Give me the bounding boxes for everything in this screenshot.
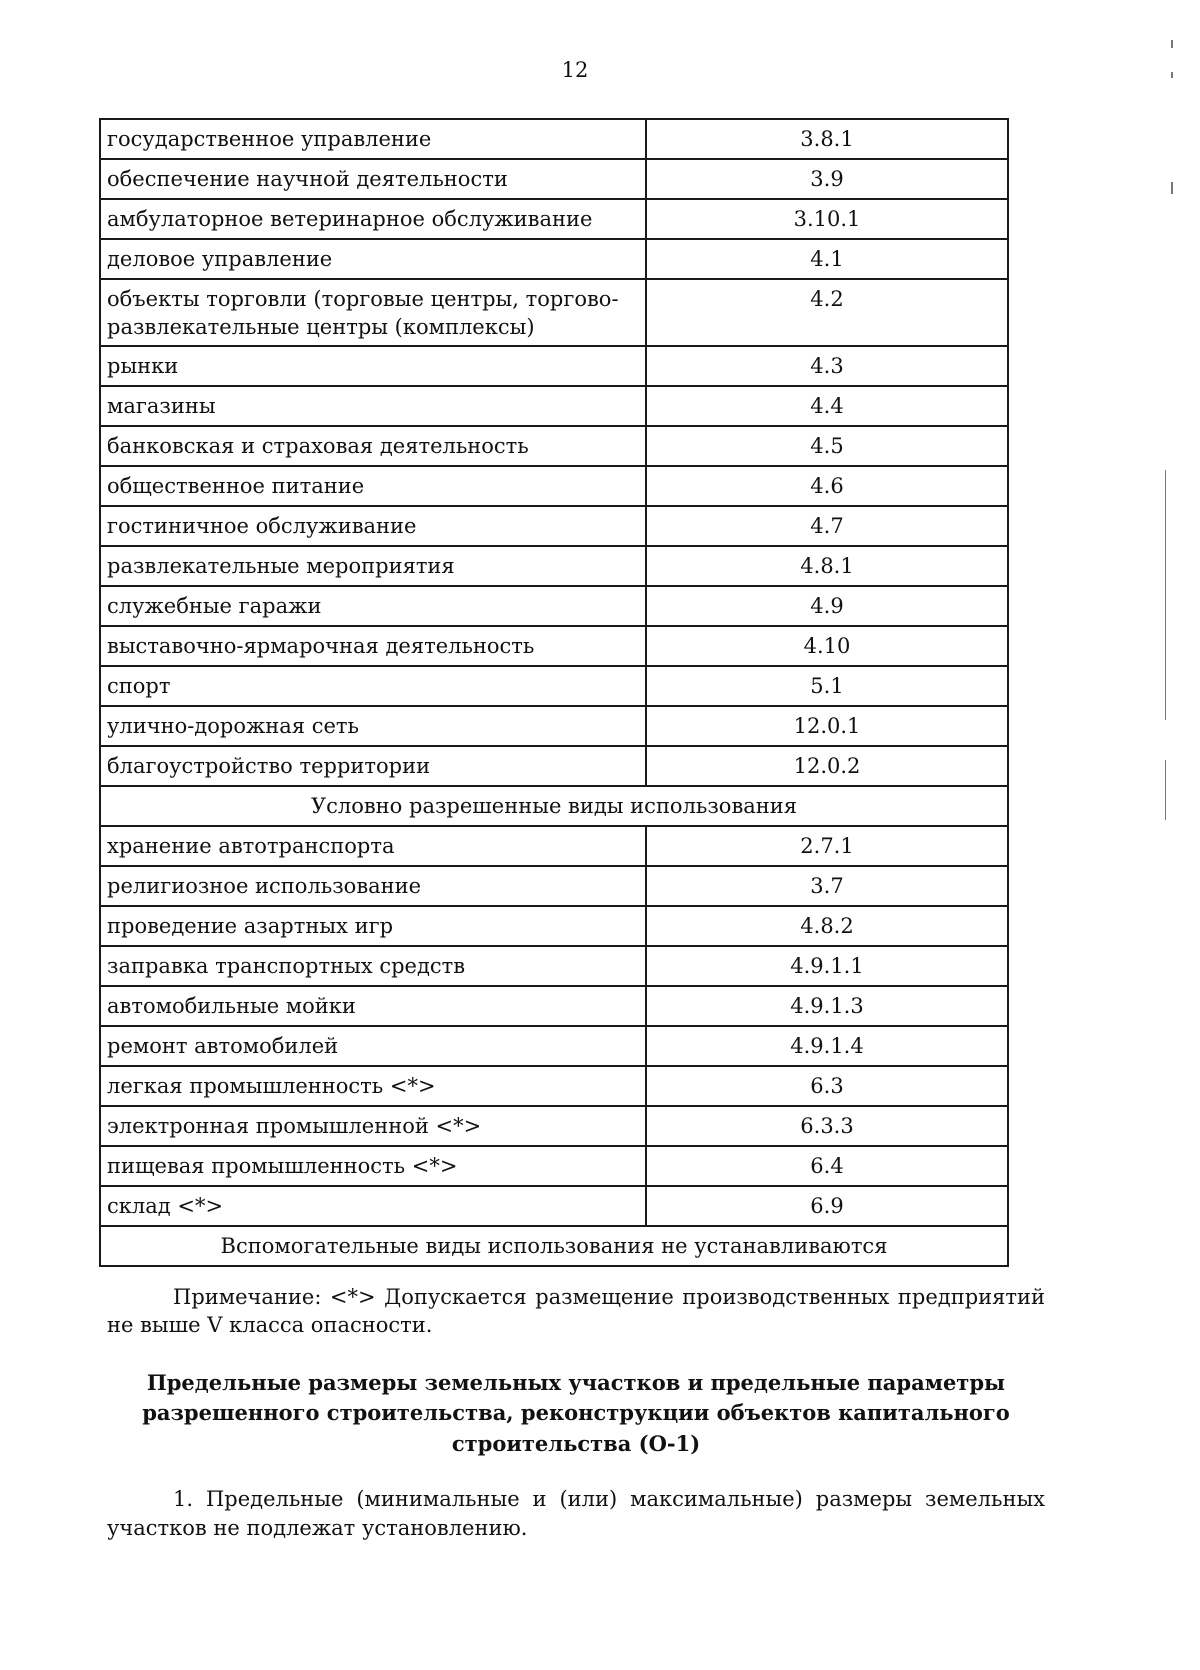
use-name-cell: общественное питание — [100, 466, 646, 506]
use-code-cell: 3.10.1 — [646, 199, 1008, 239]
table-row — [100, 906, 1008, 946]
use-code-cell: 4.9 — [646, 586, 1008, 626]
use-code-cell: 4.8.2 — [646, 906, 1008, 946]
table-row — [100, 1066, 1008, 1106]
use-name-cell: легкая промышленность <*> — [100, 1066, 646, 1106]
paragraph-1: 1. Предельные (минимальные и (или) максимальные) размеры земельных участков не подлежат установлению. — [107, 1487, 1045, 1540]
table-row — [100, 626, 1008, 666]
use-name-cell: проведение азартных игр — [100, 906, 646, 946]
use-code-cell: 4.5 — [646, 426, 1008, 466]
table-row — [100, 1106, 1008, 1146]
table-row — [100, 239, 1008, 279]
table-row — [100, 426, 1008, 466]
use-name-cell: автомобильные мойки — [100, 986, 646, 1026]
section-heading — [107, 1368, 1045, 1459]
use-name-cell: обеспечение научной деятельности — [100, 159, 646, 199]
use-code-cell: 4.3 — [646, 346, 1008, 386]
use-code-cell: 12.0.1 — [646, 706, 1008, 746]
use-name-cell: религиозное использование — [100, 866, 646, 906]
heading-line: разрешенного строительства, реконструкции объектов капитального — [142, 1400, 1010, 1426]
table-row — [100, 119, 1008, 159]
use-code-cell: 4.10 — [646, 626, 1008, 666]
use-code-cell: 4.2 — [646, 279, 1008, 346]
use-code-cell: 4.6 — [646, 466, 1008, 506]
use-code-cell: 3.8.1 — [646, 119, 1008, 159]
use-code-cell: 6.9 — [646, 1186, 1008, 1226]
table-note: Примечание: <*> Допускается размещение производственных предприятий не выше V класса опасности. — [107, 1285, 1045, 1338]
scan-mark — [1171, 182, 1173, 194]
use-name-cell: амбулаторное ветеринарное обслуживание — [100, 199, 646, 239]
use-code-cell: 6.3 — [646, 1066, 1008, 1106]
use-code-cell: 6.4 — [646, 1146, 1008, 1186]
use-name-cell: банковская и страховая деятельность — [100, 426, 646, 466]
use-name-cell: объекты торговли (торговые центры, торгово-развлекательные центры (комплексы) — [100, 279, 646, 346]
use-name-cell: гостиничное обслуживание — [100, 506, 646, 546]
use-name-cell: пищевая промышленность <*> — [100, 1146, 646, 1186]
page-number: 12 — [561, 58, 589, 82]
use-name-cell: развлекательные мероприятия — [100, 546, 646, 586]
table-row — [100, 666, 1008, 706]
use-code-cell: 3.7 — [646, 866, 1008, 906]
use-code-cell: 2.7.1 — [646, 826, 1008, 866]
use-name-cell: благоустройство территории — [100, 746, 646, 786]
use-code-cell: 12.0.2 — [646, 746, 1008, 786]
use-name-cell: деловое управление — [100, 239, 646, 279]
table-row — [100, 746, 1008, 786]
use-name-cell: склад <*> — [100, 1186, 646, 1226]
use-name-cell: хранение автотранспорта — [100, 826, 646, 866]
table-row — [100, 1186, 1008, 1226]
table-row — [100, 346, 1008, 386]
table-row — [100, 466, 1008, 506]
section-title: Вспомогательные виды использования не устанавливаются — [100, 1226, 1008, 1266]
use-code-cell: 4.8.1 — [646, 546, 1008, 586]
table-row — [100, 826, 1008, 866]
use-code-cell: 4.7 — [646, 506, 1008, 546]
use-name-cell: служебные гаражи — [100, 586, 646, 626]
use-code-cell: 4.9.1.4 — [646, 1026, 1008, 1066]
table-row — [100, 506, 1008, 546]
table-row — [100, 586, 1008, 626]
use-name-cell: электронная промышленной <*> — [100, 1106, 646, 1146]
table-row — [100, 546, 1008, 586]
section-title: Условно разрешенные виды использования — [100, 786, 1008, 826]
land-use-table-body — [100, 119, 1008, 1266]
table-row — [100, 1146, 1008, 1186]
land-use-table — [99, 118, 1009, 1267]
use-name-cell: ремонт автомобилей — [100, 1026, 646, 1066]
scan-mark — [1171, 72, 1173, 78]
use-name-cell: спорт — [100, 666, 646, 706]
table-section-row — [100, 1226, 1008, 1266]
table-section-row — [100, 786, 1008, 826]
scan-mark — [1165, 760, 1166, 820]
use-code-cell: 4.4 — [646, 386, 1008, 426]
table-row — [100, 1026, 1008, 1066]
heading-line: Предельные размеры земельных участков и предельные параметры — [146, 1370, 1006, 1395]
scan-mark — [1171, 40, 1173, 48]
table-row — [100, 706, 1008, 746]
use-code-cell: 4.1 — [646, 239, 1008, 279]
use-name-cell: государственное управление — [100, 119, 646, 159]
table-row — [100, 159, 1008, 199]
use-code-cell: 5.1 — [646, 666, 1008, 706]
use-code-cell: 6.3.3 — [646, 1106, 1008, 1146]
use-code-cell: 4.9.1.3 — [646, 986, 1008, 1026]
table-row — [100, 986, 1008, 1026]
table-row — [100, 386, 1008, 426]
use-name-cell: магазины — [100, 386, 646, 426]
table-row — [100, 279, 1008, 346]
use-name-cell: улично-дорожная сеть — [100, 706, 646, 746]
table-row — [100, 866, 1008, 906]
use-name-cell: заправка транспортных средств — [100, 946, 646, 986]
scan-mark — [1165, 470, 1166, 720]
table-row — [100, 946, 1008, 986]
use-name-cell: выставочно-ярмарочная деятельность — [100, 626, 646, 666]
heading-line: строительства (О-1) — [451, 1430, 701, 1456]
use-name-cell: рынки — [100, 346, 646, 386]
use-code-cell: 3.9 — [646, 159, 1008, 199]
use-code-cell: 4.9.1.1 — [646, 946, 1008, 986]
table-row — [100, 199, 1008, 239]
